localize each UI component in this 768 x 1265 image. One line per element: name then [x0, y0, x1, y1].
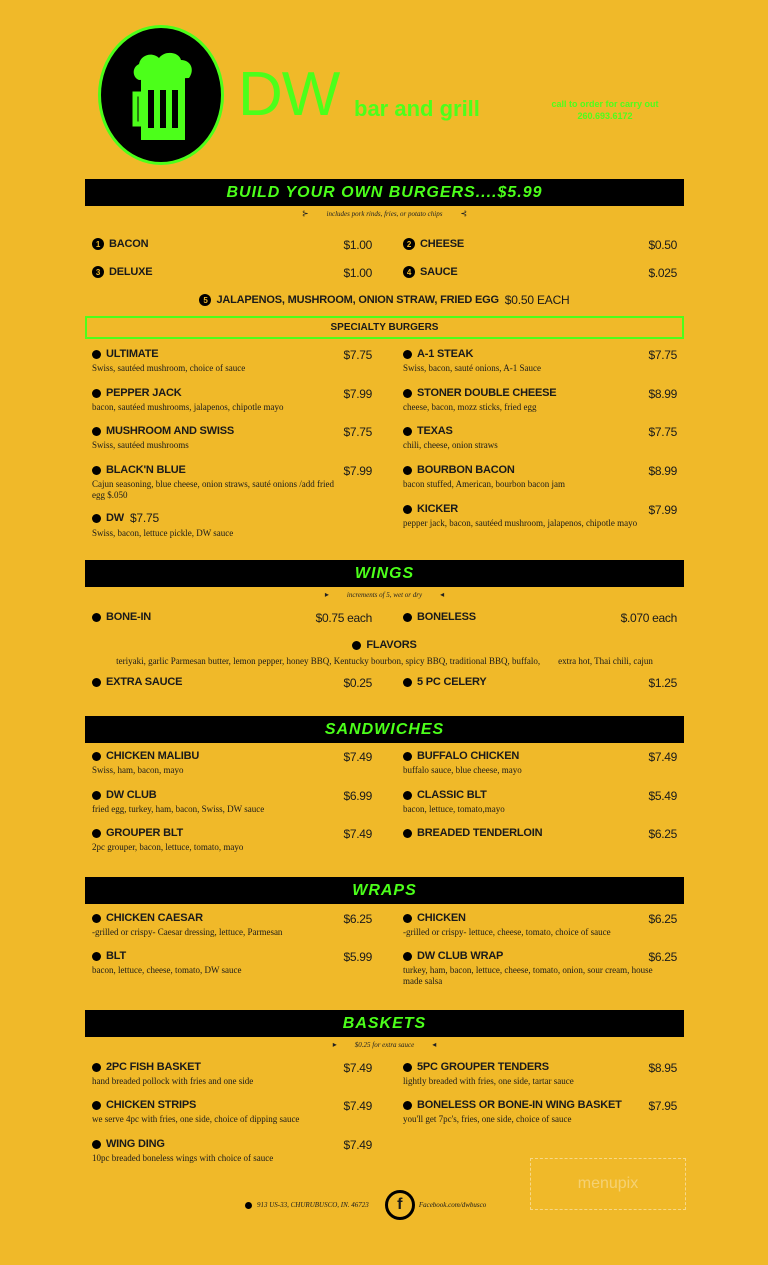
number-badge: 3 — [92, 266, 104, 278]
menu-item: BONELESS OR BONE-IN WING BASKET $7.95 you'll get 7pc's, fries, one side, choice of sauce — [403, 1099, 677, 1124]
menu-item: CHICKEN STRIPS $7.49 we serve 4pc with fries, one side, choice of dipping sauce — [92, 1099, 372, 1124]
option-bacon: 1 BACON $1.00 — [92, 238, 372, 250]
carry-out-callout — [520, 98, 690, 122]
menu-item: CHICKEN MALIBU $7.49 Swiss, ham, bacon, mayo — [92, 750, 372, 775]
menu-item: MUSHROOM AND SWISS $7.75 Swiss, sautéed mushrooms — [92, 425, 372, 450]
option-sauce: 4 SAUCE $.025 — [403, 266, 677, 278]
menu-item: EXTRA SAUCE $0.25 — [92, 676, 372, 688]
menu-item: BUFFALO CHICKEN $7.49 buffalo sauce, blue cheese, mayo — [403, 750, 677, 775]
menu-item: BOURBON BACON $8.99 bacon stuffed, American, bourbon bacon jam — [403, 464, 677, 489]
price: $0.50 — [648, 238, 677, 252]
number-badge: 5 — [199, 294, 211, 306]
phone-number[interactable]: 260.693.6172 — [577, 111, 633, 121]
footer — [245, 1190, 486, 1220]
price: $.025 — [648, 266, 677, 280]
menu-item: ULTIMATE $7.75 Swiss, sautéed mushroom, choice of sauce — [92, 348, 372, 373]
menu-item: 2PC FISH BASKET $7.49 hand breaded pollock with fries and one side — [92, 1061, 372, 1086]
facebook-link[interactable]: Facebook.com/dwbusco — [418, 1201, 487, 1209]
menu-item: DW CLUB WRAP $6.25 turkey, ham, bacon, lettuce, cheese, tomato, onion, sour cream, house made salsa — [403, 950, 677, 986]
menu-item: BONELESS $.070 each — [403, 611, 677, 623]
menu-item: 5PC GROUPER TENDERS $8.95 lightly breaded with fries, one side, tartar sauce — [403, 1061, 677, 1086]
section-header-wings: WINGS — [85, 560, 684, 587]
menu-item: GROUPER BLT $7.49 2pc grouper, bacon, lettuce, tomato, mayo — [92, 827, 372, 852]
menu-item: STONER DOUBLE CHEESE $8.99 cheese, bacon, mozz sticks, fried egg — [403, 387, 677, 412]
callout-text: call to order for carry out — [551, 99, 659, 109]
brand-subtitle: bar and grill — [354, 96, 480, 121]
number-badge: 4 — [403, 266, 415, 278]
specialty-burgers-header: SPECIALTY BURGERS — [85, 316, 684, 339]
menu-item: DW $7.75 Swiss, bacon, lettuce pickle, DW sauce — [92, 511, 234, 538]
option-deluxe: 3 DELUXE $1.00 — [92, 266, 372, 278]
menu-item: CHICKEN $6.25 -grilled or crispy- lettuce, cheese, tomato, choice of sauce — [403, 912, 677, 937]
section-header-sandwiches: SANDWICHES — [85, 716, 684, 743]
menu-item: BREADED TENDERLOIN $6.25 — [403, 827, 677, 839]
baskets-note: ▸ $0.25 for extra sauce ◂ — [332, 1040, 437, 1049]
address: 913 US-33, CHURUBUSCO, IN. 46723 — [245, 1201, 369, 1209]
menu-item: BLT $5.99 bacon, lettuce, cheese, tomato, DW sauce — [92, 950, 372, 975]
logo — [98, 25, 224, 165]
facebook-icon[interactable]: f — [385, 1190, 415, 1220]
wing-flavors: FLAVORS teriyaki, garlic Parmesan butter, lemon pepper, honey BBQ, Kentucky bourbon, spicy BBQ, traditional BBQ, buffalo, extra hot, Thai chili, cajun — [116, 639, 653, 666]
wings-note: ▸ increments of 5, wet or dry ◂ — [324, 590, 445, 599]
burgers-note: ⊱ includes pork rinds, fries, or potato chips ⊰ — [301, 209, 468, 218]
option-cheese: 2 CHEESE $0.50 — [403, 238, 677, 250]
menu-item: BONE-IN $0.75 each — [92, 611, 372, 623]
menu-item: BLACK'N BLUE $7.99 Cajun seasoning, blue cheese, onion straws, sauté onions /add fried egg $.050 — [92, 464, 372, 500]
watermark: menupix — [530, 1158, 686, 1210]
price: $0.50 EACH — [504, 293, 570, 307]
number-badge: 1 — [92, 238, 104, 250]
option-extras: 5 JALAPENOS, MUSHROOM, ONION STRAW, FRIED EGG $0.50 EACH — [85, 293, 684, 307]
section-header-wraps: WRAPS — [85, 877, 684, 904]
menu-item: PEPPER JACK $7.99 bacon, sautéed mushrooms, jalapenos, chipotle mayo — [92, 387, 372, 412]
brand-title: DW — [238, 60, 340, 129]
price: $1.00 — [343, 266, 372, 280]
section-header-baskets: BASKETS — [85, 1010, 684, 1037]
price: $1.00 — [343, 238, 372, 252]
menu-item: WING DING $7.49 10pc breaded boneless wings with choice of sauce — [92, 1138, 372, 1163]
section-header-burgers: BUILD YOUR OWN BURGERS....$5.99 — [85, 179, 684, 206]
menu-item: A-1 STEAK $7.75 Swiss, bacon, sauté onions, A-1 Sauce — [403, 348, 677, 373]
menu-item: TEXAS $7.75 chili, cheese, onion straws — [403, 425, 677, 450]
menu-item: CHICKEN CAESAR $6.25 -grilled or crispy- Caesar dressing, lettuce, Parmesan — [92, 912, 372, 937]
menu-item: 5 PC CELERY $1.25 — [403, 676, 677, 688]
menu-item: KICKER $7.99 pepper jack, bacon, sautéed mushroom, jalapenos, chipotle mayo — [403, 503, 677, 528]
number-badge: 2 — [403, 238, 415, 250]
beer-mug-icon — [131, 50, 197, 146]
menu-item: CLASSIC BLT $5.49 bacon, lettuce, tomato,mayo — [403, 789, 677, 814]
menu-item: DW CLUB $6.99 fried egg, turkey, ham, bacon, Swiss, DW sauce — [92, 789, 372, 814]
